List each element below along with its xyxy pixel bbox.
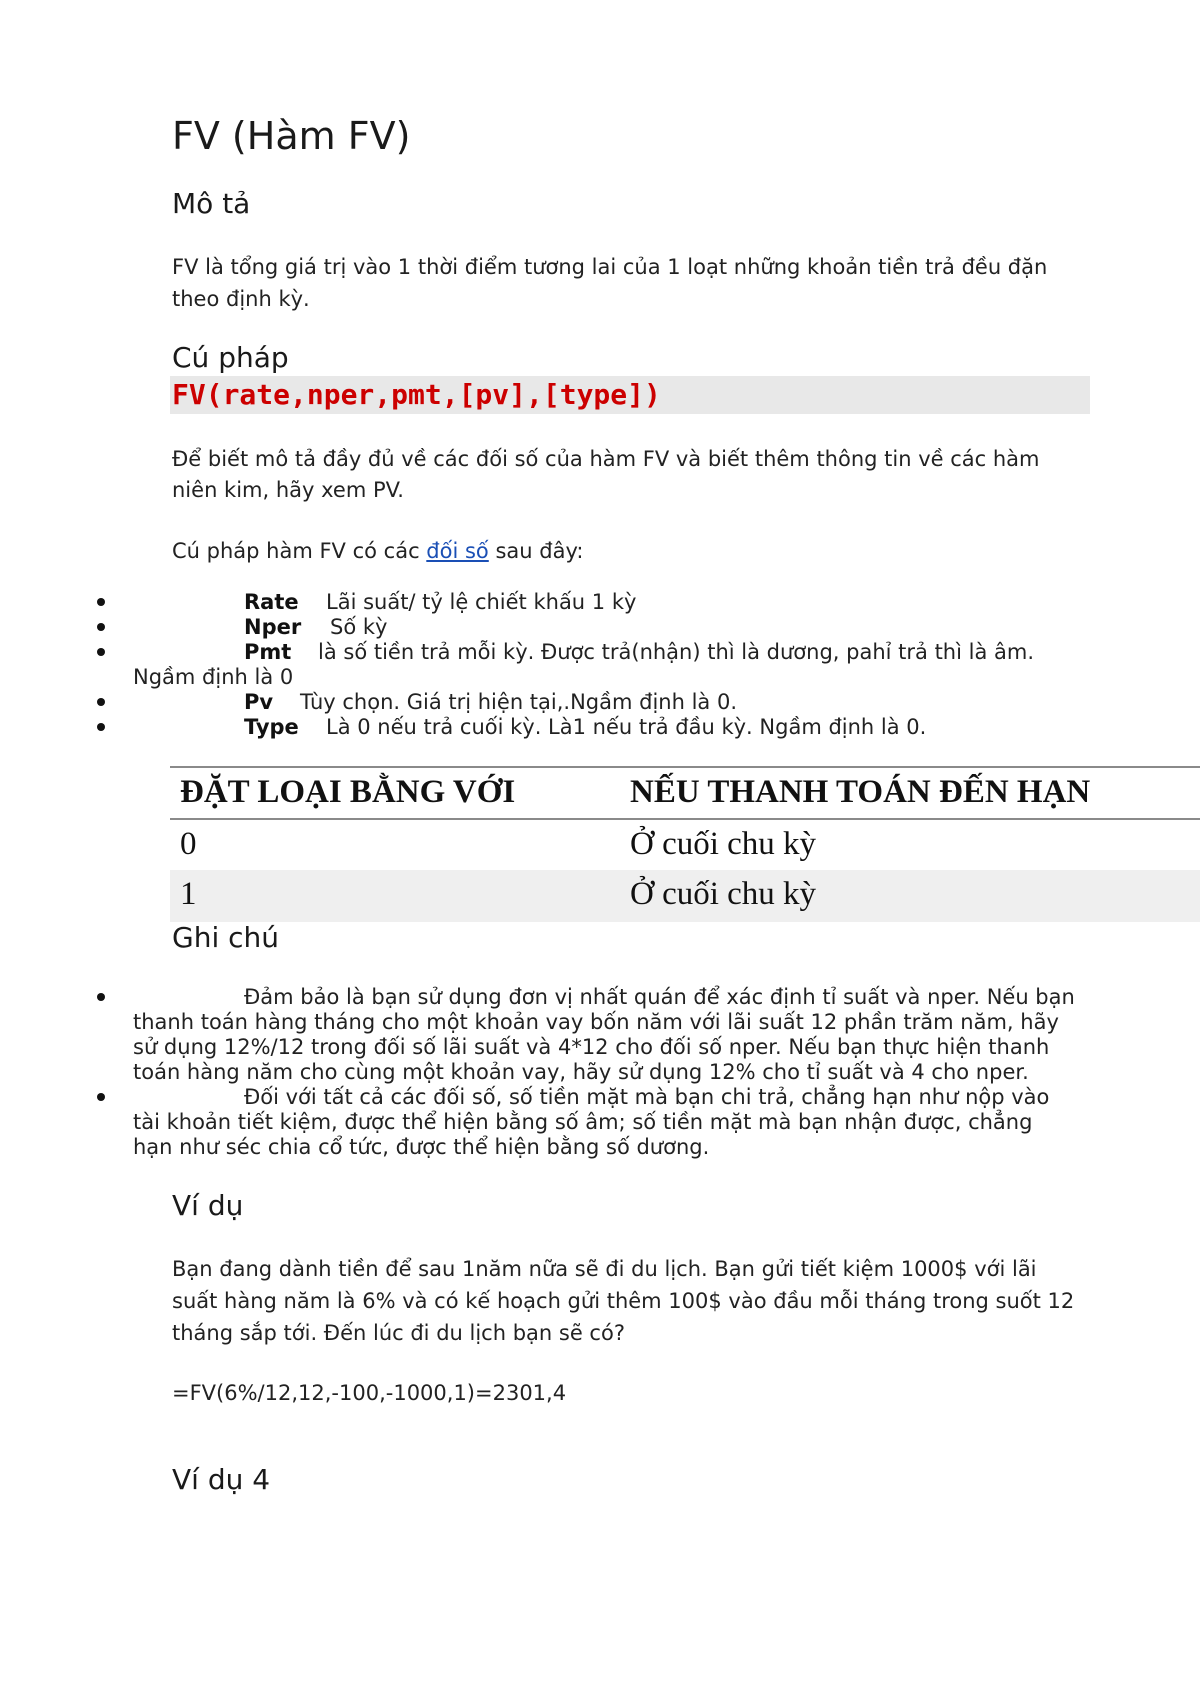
table-row bbox=[170, 870, 1200, 922]
example-heading: Ví dụ bbox=[172, 1189, 244, 1222]
arguments-link[interactable]: đối số bbox=[426, 539, 489, 563]
arguments-intro-before: Cú pháp hàm FV có các bbox=[172, 539, 427, 563]
argument-name: Type bbox=[244, 715, 299, 739]
description-line-2: theo định kỳ. bbox=[172, 287, 310, 311]
note-line: Đối với tất cả các đối số, số tiền mặt mà bạn chi trả, chẳng hạn như nộp vào bbox=[244, 1085, 1050, 1109]
bullet-icon bbox=[97, 623, 105, 631]
example4-heading: Ví dụ 4 bbox=[172, 1463, 271, 1496]
syntax-heading: Cú pháp bbox=[172, 341, 289, 374]
example-line-2: suất hàng năm là 6% và có kế hoạch gửi thêm 100$ vào đầu mỗi tháng trong suốt 12 bbox=[172, 1289, 1075, 1313]
syntax-info-line-1: Để biết mô tả đầy đủ về các đối số của hàm FV và biết thêm thông tin về các hàm bbox=[172, 447, 1040, 471]
note-line: tài khoản tiết kiệm, được thể hiện bằng số âm; số tiền mặt mà bạn nhận được, chẳng bbox=[133, 1110, 1033, 1134]
description-heading: Mô tả bbox=[172, 187, 251, 220]
argument-text: Lãi suất/ tỷ lệ chiết khấu 1 kỳ bbox=[326, 590, 637, 614]
note-line: thanh toán hàng tháng cho một khoản vay bốn năm với lãi suất 12 phần trăm năm, hãy bbox=[133, 1010, 1059, 1034]
table-row bbox=[170, 820, 1200, 870]
bullet-icon bbox=[97, 648, 105, 656]
table-cell: Ở cuối chu kỳ bbox=[630, 876, 817, 912]
example-formula: =FV(6%/12,12,-100,-1000,1)=2301,4 bbox=[172, 1381, 567, 1405]
bullet-icon bbox=[97, 723, 105, 731]
argument-name: Nper bbox=[244, 615, 302, 639]
argument-name: Pv bbox=[244, 690, 274, 714]
table-header-row bbox=[170, 768, 1200, 818]
argument-text: Là 0 nếu trả cuối kỳ. Là1 nếu trả đầu kỳ. Ngầm định là 0. bbox=[326, 715, 927, 739]
bullet-icon bbox=[97, 1093, 105, 1101]
note-line: sử dụng 12%/12 trong đối số lãi suất và 4*12 cho đối số nper. Nếu bạn thực hiện thanh bbox=[133, 1035, 1050, 1059]
argument-continuation: Ngầm định là 0 bbox=[133, 665, 294, 689]
table-header-cell: NẾU THANH TOÁN ĐẾN HẠN bbox=[630, 774, 1091, 810]
notes-heading: Ghi chú bbox=[172, 921, 280, 954]
example-line-3: tháng sắp tới. Đến lúc đi du lịch bạn sẽ có? bbox=[172, 1321, 625, 1345]
argument-name: Pmt bbox=[244, 640, 292, 664]
note-line: hạn như séc chia cổ tức, được thể hiện bằng số dương. bbox=[133, 1135, 710, 1159]
example-line-1: Bạn đang dành tiền để sau 1năm nữa sẽ đi du lịch. Bạn gửi tiết kiệm 1000$ với lãi bbox=[172, 1257, 1037, 1281]
bullet-icon bbox=[97, 598, 105, 606]
bullet-icon bbox=[97, 698, 105, 706]
syntax-formula: FV(rate,nper,pmt,[pv],[type]) bbox=[172, 378, 661, 411]
table-cell: 1 bbox=[180, 876, 197, 912]
argument-name: Rate bbox=[244, 590, 299, 614]
page-title: FV (Hàm FV) bbox=[172, 114, 411, 158]
note-line: toán hàng năm cho cùng một khoản vay, hãy sử dụng 12% cho tỉ suất và 4 cho nper. bbox=[133, 1060, 1029, 1084]
argument-text: Tùy chọn. Giá trị hiện tại,.Ngầm định là 0. bbox=[300, 690, 738, 714]
argument-text: là số tiền trả mỗi kỳ. Được trả(nhận) thì là dương, pahỉ trả thì là âm. bbox=[318, 640, 1034, 664]
arguments-intro-after: sau đây: bbox=[488, 539, 584, 563]
table-cell: 0 bbox=[180, 826, 197, 862]
note-line: Đảm bảo là bạn sử dụng đơn vị nhất quán để xác định tỉ suất và nper. Nếu bạn bbox=[244, 985, 1075, 1009]
bullet-icon bbox=[97, 993, 105, 1001]
description-line-1: FV là tổng giá trị vào 1 thời điểm tương lai của 1 loạt những khoản tiền trả đều đặn bbox=[172, 255, 1048, 279]
table-cell: Ở cuối chu kỳ bbox=[630, 826, 817, 862]
argument-text: Số kỳ bbox=[330, 615, 388, 639]
table-header-cell: ĐẶT LOẠI BẰNG VỚI bbox=[180, 774, 516, 810]
syntax-info-line-2: niên kim, hãy xem PV. bbox=[172, 478, 404, 502]
arguments-intro bbox=[172, 536, 1092, 567]
